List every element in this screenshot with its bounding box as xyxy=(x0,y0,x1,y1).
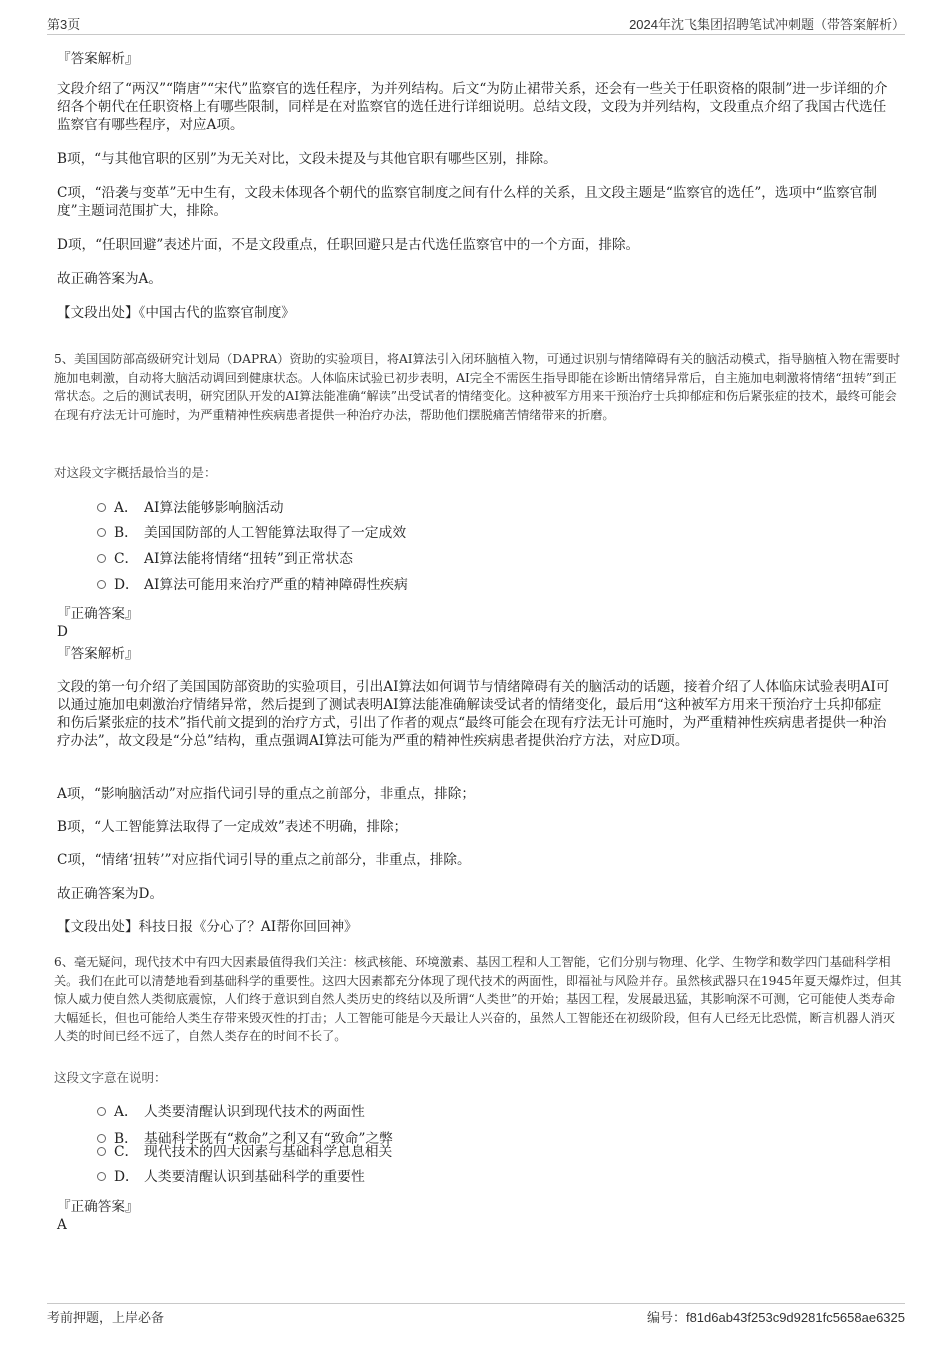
q5-analysis-p1: 文段的第一句介绍了美国国防部资助的实验项目，引出AI算法如何调节与情绪障碍有关的脑活动的话题，接着介绍了人体临床试验表明AI可以通过施加电刺激治疗情绪异常，然后提到了测试表明AI算法能准确解读受试者的情绪变化，最后用“这种被军方用来干预治疗士兵抑郁症和伤后紧张症的技术”指代前文提到的治疗方式，引出了作者的观点“最终可能会在现有疗法无计可施时，为严重精神性疾病患者提供一种治疗办法”，故文段是“分总”结构，重点强调AI算法可能为严重的精神性疾病患者提供治疗方法，对应D项。 xyxy=(57,679,890,749)
q6-answer-label: 『正确答案』 xyxy=(57,1199,139,1215)
document-id: 编号：f81d6ab43f253c9d9281fc5658ae6325 xyxy=(646,1310,905,1325)
option-letter: B． xyxy=(114,1131,138,1147)
q6-question: 这段文字意在说明： xyxy=(54,1070,167,1085)
q5-answer-line: 故正确答案为D。 xyxy=(57,886,164,902)
q5-analysis-p3: B项，“人工智能算法取得了一定成效”表述不明确，排除； xyxy=(57,819,408,835)
q5-answer-label: 『正确答案』 xyxy=(57,606,139,622)
q5-answer: D xyxy=(57,624,68,640)
option-text: 人类要清醒认识到基础科学的重要性 xyxy=(144,1169,365,1185)
radio-icon[interactable] xyxy=(97,580,106,589)
radio-icon[interactable] xyxy=(97,528,106,537)
radio-icon[interactable] xyxy=(97,503,106,512)
option-text: AI算法能将情绪“扭转”到正常状态 xyxy=(144,551,353,567)
option-text: 人类要清醒认识到现代技术的两面性 xyxy=(144,1104,365,1120)
option-letter: A． xyxy=(114,1104,138,1120)
q5-option-a[interactable] xyxy=(97,499,284,517)
q5-option-c[interactable] xyxy=(97,550,353,568)
option-text: AI算法可能用来治疗严重的精神障碍性疾病 xyxy=(144,577,408,593)
q5-analysis-label: 『答案解析』 xyxy=(57,646,139,662)
q5-analysis-p2: A项，“影响脑活动”对应指代词引导的重点之前部分，非重点，排除； xyxy=(57,786,475,802)
footer-slogan: 考前押题，上岸必备 xyxy=(47,1310,165,1325)
option-text: 现代技术的四大因素与基础科学息息相关 xyxy=(144,1144,393,1160)
q5-source: 【文段出处】科技日报《分心了？AI帮你回回神》 xyxy=(57,919,358,935)
q5-option-d[interactable] xyxy=(97,576,408,594)
radio-icon[interactable] xyxy=(97,554,106,563)
q4-analysis-p3: C项，“沿袭与变革”无中生有，文段未体现各个朝代的监察官制度之间有什么样的关系，且文段主题是“监察官的选任”，选项中“监察官制度”主题词范围扩大，排除。 xyxy=(57,185,877,219)
radio-icon[interactable] xyxy=(97,1134,106,1143)
q6-stem: 6、毫无疑问，现代技术中有四大因素最值得我们关注：核武核能、环境激素、基因工程和人工智能，它们分别与物理、化学、生物学和数学四门基础科学相关。我们在此可以清楚地看到基础科学的重要性。这四大因素都充分体现了现代技术的两面性，即福祉与风险并存。虽然核武器只在1945年夏天爆炸过，但其惊人威力使自然人类彻底震惊，人们终于意识到自然人类历史的终结以及所谓“人类世”的开始；基因工程，发展最迅猛，其影响深不可测，它可能使人类寿命大幅延长，但也可能给人类生存带来毁灭性的打击；人工智能可能是今天最让人兴奋的，虽然人工智能还在初级阶段，但有人已经无比恐慌，断言机器人消灭人类的时间已经不远了，自然人类存在的时间不长了。 xyxy=(54,955,902,1043)
radio-icon[interactable] xyxy=(97,1107,106,1116)
q5-stem: 5、美国国防部高级研究计划局（DAPRA）资助的实验项目，将AI算法引入闭环脑植入物，可通过识别与情绪障碍有关的脑活动模式，指导脑植入物在需要时施加电刺激，自动将大脑活动调回到健康状态。人体临床试验已初步表明，AI完全不需医生指导即能在诊断出情绪异常后，自主施加电刺激将情绪“扭转”到正常状态。之后的测试表明，研究团队开发的AI算法能准确“解读”出受试者的情绪变化。这种被军方用来干预治疗士兵抑郁症和伤后紧张症的技术，最终可能会在现有疗法无计可施时，为严重精神性疾病患者提供一种治疗办法，帮助他们摆脱痛苦情绪带来的折磨。 xyxy=(54,352,901,422)
option-text: 美国国防部的人工智能算法取得了一定成效 xyxy=(144,525,407,541)
option-letter: A． xyxy=(114,500,138,516)
q4-analysis-p4: D项，“任职回避”表述片面，不是文段重点，任职回避只是古代选任监察官中的一个方面，排除。 xyxy=(57,237,640,253)
q5-analysis-p4: C项，“情绪‘扭转’”对应指代词引导的重点之前部分，非重点，排除。 xyxy=(57,852,471,868)
q5-option-b[interactable] xyxy=(97,524,406,542)
document-title: 2024年沈飞集团招聘笔试冲刺题（带答案解析） xyxy=(629,17,905,32)
q4-analysis-label: 『答案解析』 xyxy=(57,51,139,67)
option-text: 基础科学既有“救命”之利又有“致命”之弊 xyxy=(144,1131,393,1147)
page-footer xyxy=(47,1303,905,1327)
page-number: 第3页 xyxy=(47,17,81,32)
page-header xyxy=(47,14,905,35)
option-text: AI算法能够影响脑活动 xyxy=(144,500,284,516)
q4-source: 【文段出处】《中国古代的监察官制度》 xyxy=(57,305,295,321)
q5-question: 对这段文字概括最恰当的是： xyxy=(54,465,217,480)
option-letter: C． xyxy=(114,1144,139,1160)
option-letter: D． xyxy=(114,1169,139,1185)
q4-analysis-p1: 文段介绍了“两汉”“隋唐”“宋代”监察官的选任程序，为并列结构。后文“为防止裙带关系，还会有一些关于任职资格的限制”进一步详细的介绍各个朝代在任职资格上有哪些限制，同样是在对监察官的选任进行详细说明。总结文段，文段为并列结构，文段重点介绍了我国古代选任监察官有哪些程序，对应A项。 xyxy=(57,81,888,133)
q6-option-c[interactable] xyxy=(97,1143,392,1161)
option-letter: B． xyxy=(114,525,138,541)
q6-answer: A xyxy=(57,1217,67,1233)
q4-answer-line: 故正确答案为A。 xyxy=(57,271,162,287)
option-letter: D． xyxy=(114,577,139,593)
radio-icon[interactable] xyxy=(97,1147,106,1156)
radio-icon[interactable] xyxy=(97,1172,106,1181)
q6-option-d[interactable] xyxy=(97,1168,365,1186)
q4-analysis-p2: B项，“与其他官职的区别”为无关对比，文段未提及与其他官职有哪些区别，排除。 xyxy=(57,151,557,167)
q6-option-a[interactable] xyxy=(97,1103,365,1121)
option-letter: C． xyxy=(114,551,139,567)
